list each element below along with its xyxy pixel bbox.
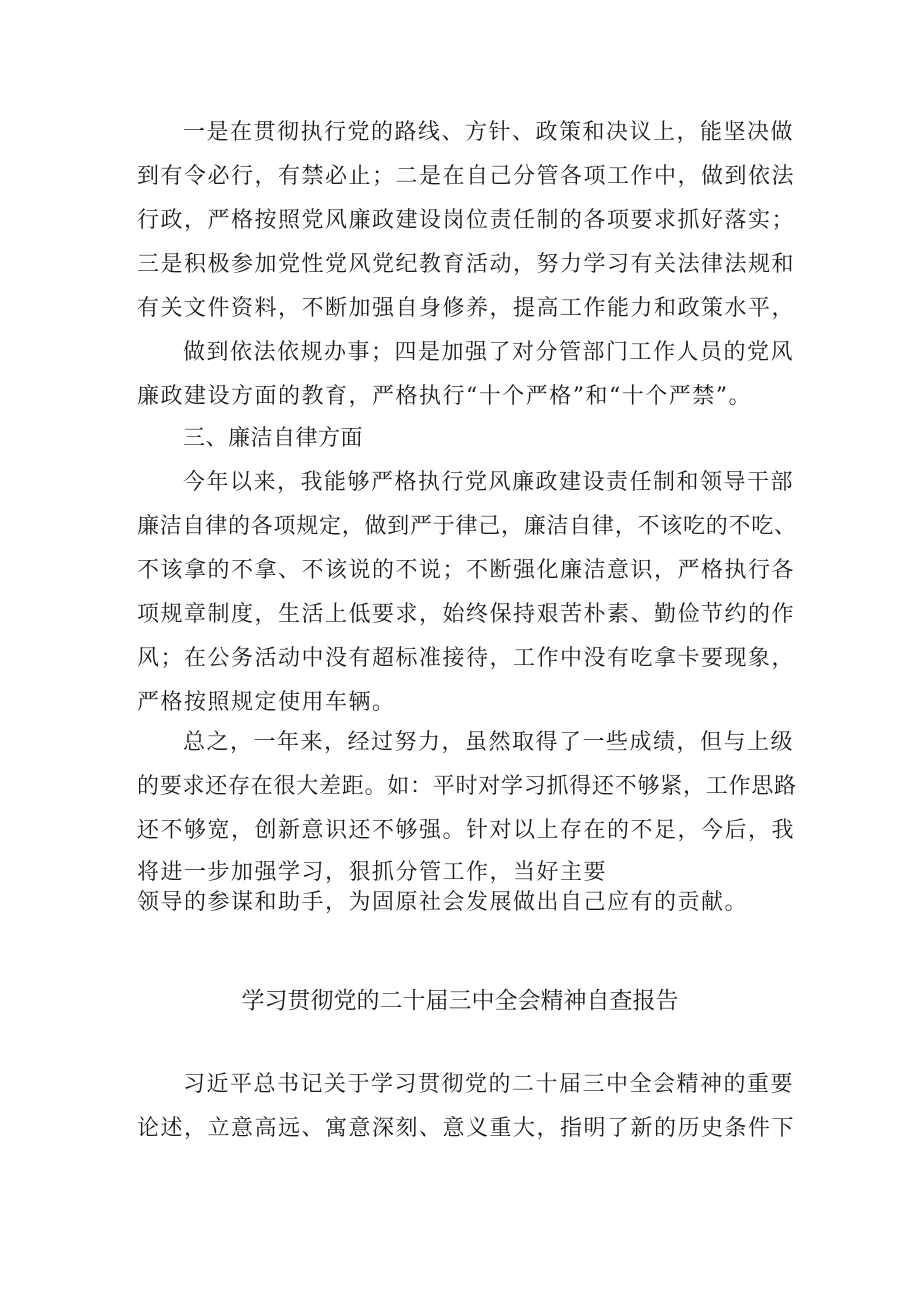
paragraph-line: 论述，立意高远、寓意深刻、意义重大，指明了新的历史条件下 <box>137 1116 796 1141</box>
paragraph-line: 不该拿的不拿、不该说的不说；不断强化廉洁意识，严格执行各 <box>137 558 796 583</box>
paragraph-line: 习近平总书记关于学习贯彻党的二十届三中全会精神的重要 <box>183 1072 795 1097</box>
document-title: 学习贯彻党的二十届三中全会精神自查报告 <box>241 988 679 1014</box>
paragraph-line: 廉洁自律的各项规定，做到严于律己，廉洁自律，不该吃的不吃、 <box>137 514 797 539</box>
paragraph-line: 总之，一年来，经过努力，虽然取得了一些成绩，但与上级 <box>183 730 795 755</box>
paragraph-line: 做到依法依规办事；四是加强了对分管部门工作人员的党风 <box>183 340 795 365</box>
paragraph-line: 行政，严格按照党风廉政建设岗位责任制的各项要求抓好落实； <box>137 208 796 233</box>
paragraph-line: 项规章制度，生活上低要求，始终保持艰苦朴素、勤俭节约的作 <box>137 602 796 627</box>
paragraph-line: 今年以来，我能够严格执行党风廉政建设责任制和领导干部 <box>183 470 795 495</box>
paragraph-line: 到有令必行，有禁必止；二是在自己分管各项工作中，做到依法 <box>137 164 796 189</box>
paragraph-line: 一是在贯彻执行党的路线、方针、政策和决议上，能坚决做 <box>183 120 795 145</box>
paragraph-line: 严格按照规定使用车辆。 <box>137 690 396 715</box>
paragraph-line: 廉政建设方面的教育，严格执行“十个严格”和“十个严禁”。 <box>137 384 752 409</box>
paragraph-line: 领导的参谋和助手，为固原社会发展做出自己应有的贡献。 <box>137 890 749 915</box>
section-heading: 三、廉洁自律方面 <box>183 426 364 451</box>
paragraph-line: 的要求还存在很大差距。如：平时对学习抓得还不够紧，工作思路 <box>137 774 797 799</box>
paragraph-line: 还不够宽，创新意识还不够强。针对以上存在的不足，今后，我 <box>137 818 796 843</box>
paragraph-line: 将进一步加强学习，狠抓分管工作，当好主要 <box>137 860 608 885</box>
paragraph-line: 有关文件资料，不断加强自身修养，提高工作能力和政策水平， <box>137 296 796 321</box>
paragraph-line: 风；在公务活动中没有超标准接待，工作中没有吃拿卡要现象， <box>137 646 796 671</box>
paragraph-line: 三是积极参加党性党风党纪教育活动，努力学习有关法律法规和 <box>137 252 796 277</box>
